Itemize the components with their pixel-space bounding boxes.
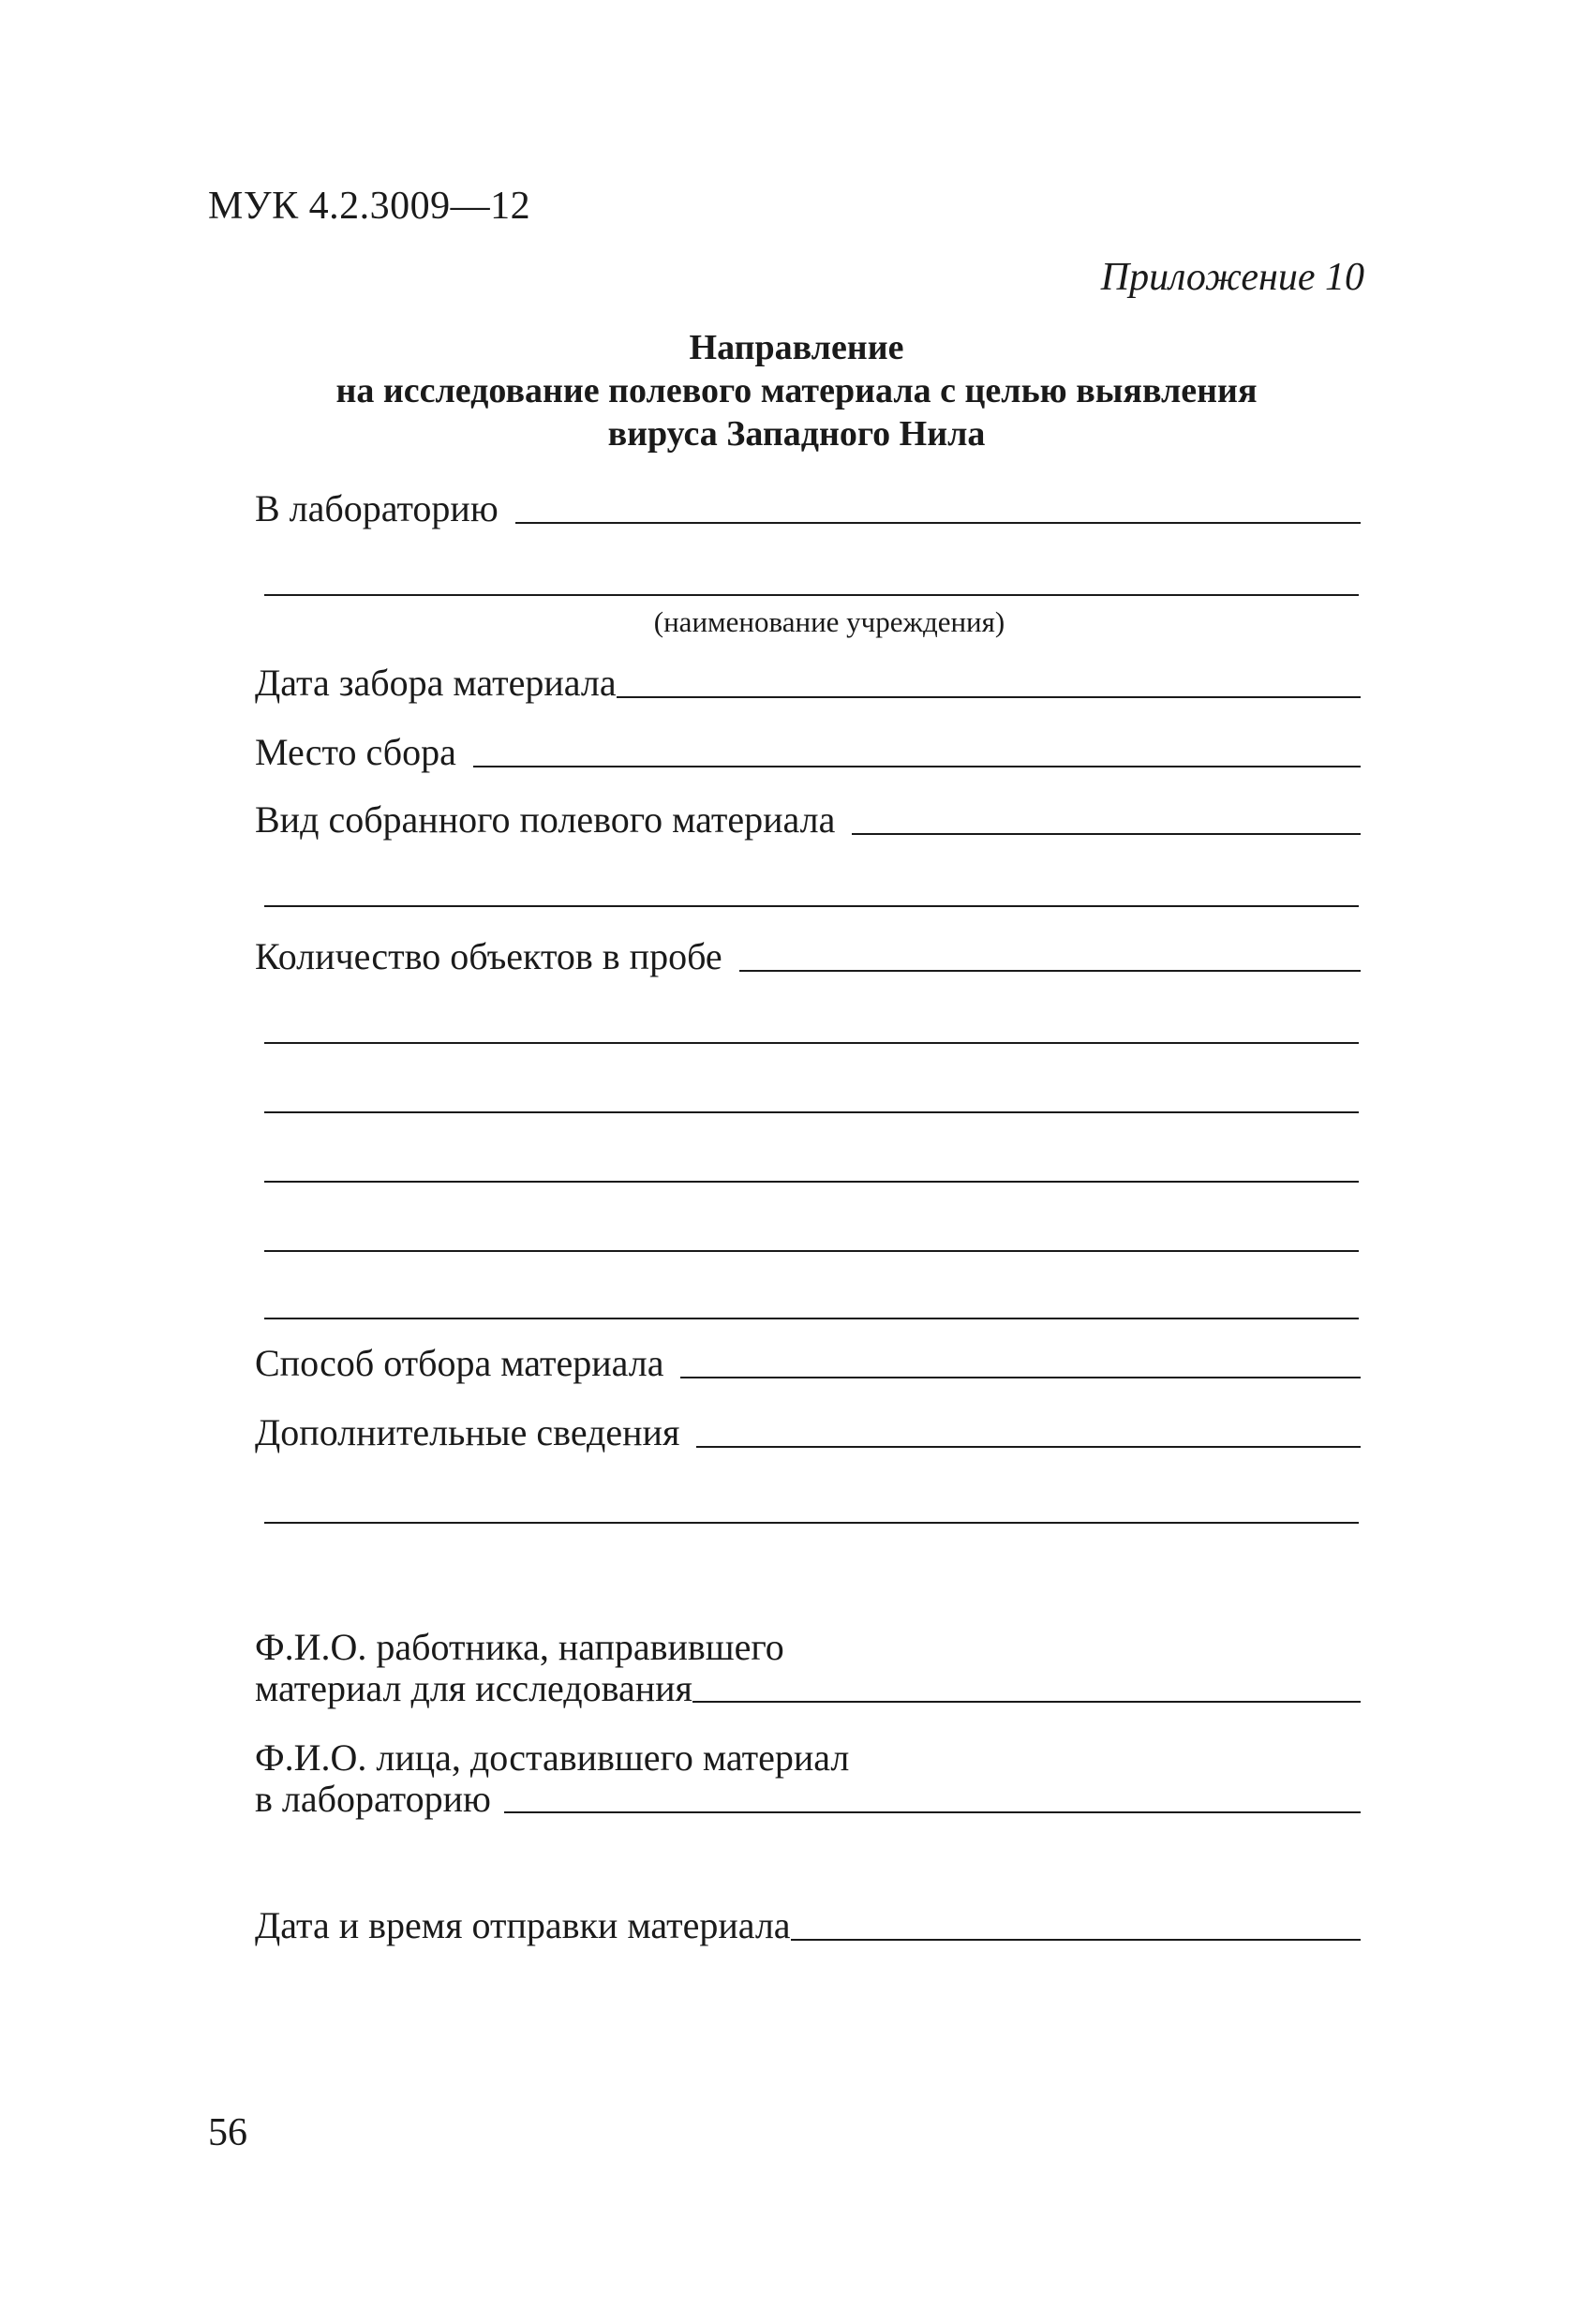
objects-count-label: Количество объектов в пробе	[255, 935, 722, 977]
dispatch-datetime-row	[255, 1904, 1361, 1947]
collection-date-field[interactable]	[617, 696, 1361, 698]
additional-info-field[interactable]	[696, 1446, 1361, 1448]
courier-name-field[interactable]	[504, 1811, 1361, 1813]
sender-name-label-line-2: материал для исследования	[255, 1667, 692, 1709]
objects-count-row	[255, 935, 1361, 978]
institution-caption: (наименование учреждения)	[653, 605, 1005, 638]
collection-place-row	[255, 731, 1361, 774]
laboratory-field-continuation[interactable]	[264, 594, 1359, 596]
objects-count-field[interactable]	[739, 970, 1361, 972]
additional-info-label: Дополнительные сведения	[255, 1411, 680, 1453]
sampling-method-row	[255, 1342, 1361, 1385]
material-type-field[interactable]	[852, 833, 1361, 835]
sender-name-block	[255, 1627, 1361, 1709]
objects-count-line-2[interactable]	[264, 1042, 1359, 1044]
material-type-field-continuation[interactable]	[264, 905, 1359, 907]
objects-count-line-5[interactable]	[264, 1250, 1359, 1252]
collection-place-field[interactable]	[473, 766, 1361, 767]
title-line-3: вируса Западного Нила	[607, 414, 986, 454]
sender-name-label-line-1: Ф.И.О. работника, направившего	[255, 1626, 784, 1668]
sampling-method-label: Способ отбора материала	[255, 1342, 664, 1384]
collection-place-label: Место сбора	[255, 731, 456, 773]
page-number: 56	[208, 2111, 247, 2154]
collection-date-row	[255, 662, 1361, 705]
courier-name-label-line-1: Ф.И.О. лица, доставившего материал	[255, 1736, 850, 1779]
courier-name-block	[255, 1737, 1361, 1820]
laboratory-field[interactable]	[515, 522, 1361, 524]
appendix-label: Приложение 10	[1100, 256, 1364, 299]
courier-name-label-line-2: в лабораторию	[255, 1778, 491, 1820]
form-title	[0, 326, 1593, 455]
material-type-label: Вид собранного полевого материала	[255, 798, 836, 841]
objects-count-line-6[interactable]	[264, 1318, 1359, 1319]
laboratory-row	[255, 487, 1361, 530]
title-line-1: Направление	[689, 328, 904, 367]
document-code: МУК 4.2.3009—12	[208, 185, 531, 228]
collection-date-label: Дата забора материала	[255, 662, 617, 704]
sender-name-field[interactable]	[692, 1701, 1361, 1703]
objects-count-line-3[interactable]	[264, 1111, 1359, 1113]
laboratory-label: В лабораторию	[255, 487, 499, 529]
title-line-2: на исследование полевого материала с целью выявления	[335, 371, 1258, 410]
material-type-row	[255, 798, 1361, 842]
additional-info-field-continuation[interactable]	[264, 1522, 1359, 1524]
objects-count-line-4[interactable]	[264, 1181, 1359, 1183]
dispatch-datetime-label: Дата и время отправки материала	[255, 1904, 791, 1946]
additional-info-row	[255, 1411, 1361, 1454]
sampling-method-field[interactable]	[680, 1377, 1361, 1378]
dispatch-datetime-field[interactable]	[791, 1939, 1361, 1941]
